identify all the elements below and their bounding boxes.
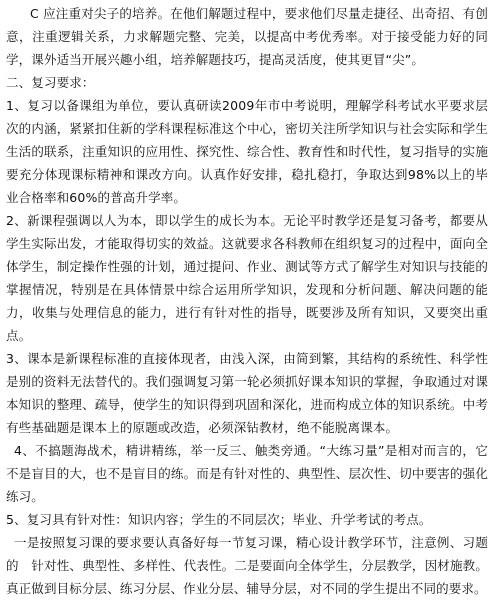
paragraph-requirement-1: 1、复习以备课组为单位，要认真研读2009年市中考说明，理解学科考试水平要求层次的内涵，紧紧扣住新的学科课程标准这个中心，密切关注所学知识与社会实际和学生生活的联系，注重知识的应用性、探究性、综合性、教育性和时代性，复习指导的实施要充分体现课标精神和课改方向。认真作好安排，稳扎稳打，争取达到98%以上的毕业合格率和60%的普高升学率。 bbox=[6, 98, 488, 205]
paragraph-requirement-2: 2、新课程强调以人为本，即以学生的成长为本。无论平时教学还是复习备考，都要从学生实际出发，才能取得切实的效益。这就要求各科教师在组织复习的过程中，面向全体学生，制定操作性强的计划，通过提问、作业、测试等方式了解学生对知识与技能的掌握情况，特别是在具体情景中综合运用所学知识，发现和分析问题、解决问题的能力，收集与处理信息的能力，进行有针对性的指导，既要涉及所有知识，又要突出重点。 bbox=[6, 213, 488, 343]
paragraph-targeted-review: 一是按照复习课的要求要认真备好每一节复习课，精心设计教学环节，注意例、习题的 针对性、典型性、多样性、代表性。二是要面向全体学生，分层教学，因材施教。真正做到目标分层、练习分层、作业分层、辅导分层，对不同的学生提出不同的要求。 bbox=[6, 535, 488, 596]
paragraph-requirement-4: 4、不搞题海战术，精讲精练，举一反三、触类旁通。“大练习量”是相对而言的，它不是盲目的大，也不是盲目的练。而是有针对性的、典型性、层次性、切中要害的强化练习。 bbox=[6, 443, 488, 504]
paragraph-requirement-5: 5、复习具有针对性：知识内容；学生的不同层次；毕业、升学考试的考点。 bbox=[6, 512, 432, 527]
section-heading-review-requirements: 二、复习要求： bbox=[6, 75, 95, 90]
paragraph-top-students: C 应注重对尖子的培养。在他们解题过程中，要求他们尽量走捷径、出奇招、有创意，注重逻辑关系，力求解题完整、完美，以提高中考优秀率。对于接受能力好的同学，课外适当开展兴趣小组，培养解题技巧，提高灵活度，使其更冒“尖”。 bbox=[6, 6, 488, 67]
paragraph-requirement-3: 3、课本是新课程标准的直接体现者，由浅入深，由简到繁，其结构的系统性、科学性是别的资料无法替代的。我们强调复习第一轮必须抓好课本知识的掌握，争取通过对课本知识的整理、疏导，使学生的知识得到巩固和深化，进而构成立体的知识系统。中考有些基础题是课本上的原题或改造，必须深钻教材，绝不能脱离课本。 bbox=[6, 351, 488, 435]
